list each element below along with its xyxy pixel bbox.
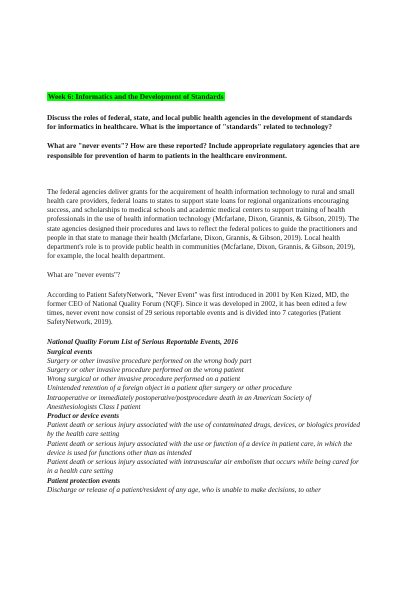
device-events-heading: Product or device events xyxy=(47,412,120,421)
body-paragraph-agencies: The federal agencies deliver grants for the acquirement of health information technology to rural and small health care providers, federal loans to states to support state loans for regional organizations encouraging success, and scholarships to medical schools and academic medical centers to support training of health professionals in the use of health information technology (Mcfarlane, Dixon, Grannis, & Gibson, 2019). The state agencies designed their procedures and laws to reflect the federal polices to guide the practitioners and people in that state to manage their health (Mcfarlane, Dixon, Grannis, & Gibson, 2019). Local health department's role is to provide public health in communities (Mcfarlane, Dixon, Grannis, & Gibson, 2019), for example, the local health department. xyxy=(47,187,360,261)
week-heading xyxy=(47,92,362,102)
body-paragraph-never-events: According to Patient SafetyNetwork, "Never Event" was first introduced in 2001 by Ken Kized, MD, the former CEO of National Quality Forum (NQF). Since it was developed in 2002, it has been edited a few times, never event now consist of 29 serious reportable events and is divided into 7 categories (Patient SafetyNetwork, 2019). xyxy=(47,290,350,327)
list-item: Intraoperative or immediately postoperative/postprocedure death in an American Society of Anesthesiologists Class I patient xyxy=(47,393,312,411)
list-title: National Quality Forum List of Serious Reportable Events, 2016 xyxy=(47,338,239,347)
surgical-events-heading: Surgical events xyxy=(47,347,93,356)
prompt-roles: Discuss the roles of federal, state, and local public health agencies in the development of standards for informatics in healthcare. What is the importance of "standards" related to technology? xyxy=(47,113,352,132)
week-heading-highlight: Week 6: Informatics and the Development of Standards xyxy=(48,92,224,101)
protection-events-list xyxy=(47,486,362,495)
prompt-never-events: What are "never events"? How are these reported? Include appropriate regulatory agencies that are responsible for prevention of harm to patients in the healthcare environment. xyxy=(47,141,360,160)
list-item: Patient death or serious injury associated with intravascular air embolism that occurs while being cared for in a health care setting xyxy=(47,458,359,476)
list-item: Discharge or release of a patient/resident of any age, who is unable to make decisions, to other xyxy=(47,485,321,494)
protection-events-heading: Patient protection events xyxy=(47,476,121,485)
list-item: Wrong surgical or other invasive procedure performed on a patient xyxy=(47,375,241,384)
list-item: Surgery or other invasive procedure performed on the wrong patient xyxy=(47,366,244,375)
surgical-events-list xyxy=(47,357,362,412)
device-events-list xyxy=(47,421,362,476)
list-item: Unintended retention of a foreign object in a patient after surgery or other procedure xyxy=(47,384,292,393)
list-item: Patient death or serious injury associated with the use of contaminated drugs, devices, or biologics provided by the health care setting xyxy=(47,421,360,439)
list-item: Surgery or other invasive procedure performed on the wrong body part xyxy=(47,356,252,365)
document-body xyxy=(47,92,362,495)
list-item: Patient death or serious injury associated with the use or function of a device in patient care, in which the device is used for functions other than as intended xyxy=(47,439,353,457)
body-question: What are "never events"? xyxy=(47,271,121,280)
